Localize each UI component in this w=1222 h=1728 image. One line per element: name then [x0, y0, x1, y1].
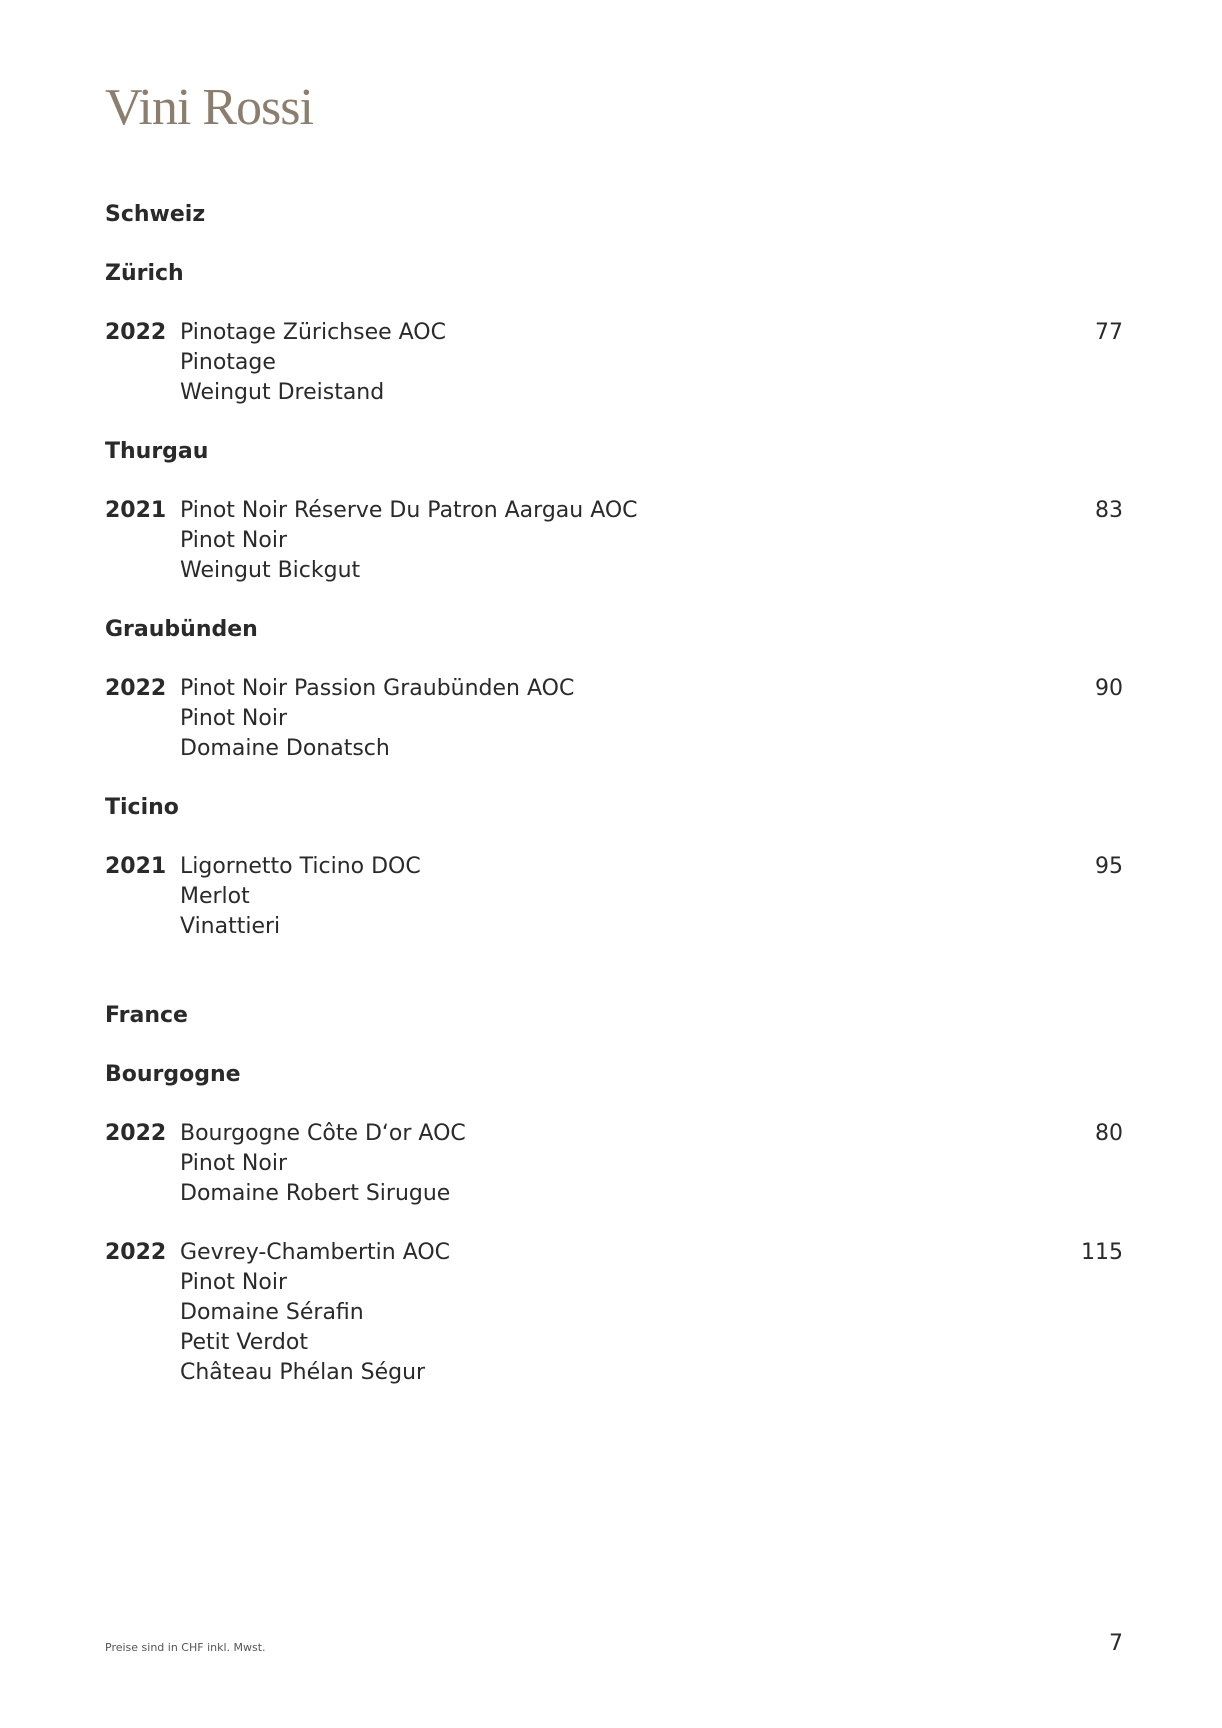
- wine-price: 95: [1095, 854, 1123, 879]
- wine-entry: [105, 1119, 1123, 1209]
- wine-grape: Pinot Noir: [180, 1270, 287, 1295]
- wine-price: 80: [1095, 1121, 1123, 1146]
- wine-name: Pinot Noir Passion Graubünden AOC: [180, 676, 575, 701]
- wine-year: 2022: [105, 320, 167, 345]
- wine-name: Bourgogne Côte D‘or AOC: [180, 1121, 466, 1146]
- wine-year: 2021: [105, 498, 167, 523]
- region-heading: Graubünden: [105, 617, 258, 642]
- wine-name: Pinot Noir Réserve Du Patron Aargau AOC: [180, 498, 638, 523]
- wine-entry: [105, 318, 1123, 408]
- wine-name: Gevrey-Chambertin AOC: [180, 1240, 451, 1265]
- price-note: Preise sind in CHF inkl. Mwst.: [105, 1641, 266, 1654]
- region-heading: Thurgau: [105, 439, 209, 464]
- wine-name: Pinotage Zürichsee AOC: [180, 320, 446, 345]
- wine-price: 90: [1095, 676, 1123, 701]
- wine-producer: Vinattieri: [180, 914, 281, 939]
- wine-price: 115: [1081, 1240, 1123, 1265]
- wine-price: 77: [1095, 320, 1123, 345]
- wine-year: 2022: [105, 1240, 167, 1265]
- wine-entry: [105, 496, 1123, 586]
- wine-grape: Pinot Noir: [180, 1151, 287, 1176]
- country-heading: France: [105, 1003, 188, 1028]
- wine-grape: Merlot: [180, 884, 250, 909]
- wine-price: 83: [1095, 498, 1123, 523]
- page-title: Vini Rossi: [105, 79, 313, 136]
- wine-year: 2022: [105, 676, 167, 701]
- wine-grape: Pinot Noir: [180, 528, 287, 553]
- wine-year: 2021: [105, 854, 167, 879]
- region-heading: Zürich: [105, 261, 184, 286]
- wine-grape: Petit Verdot: [180, 1330, 308, 1355]
- wine-name: Ligornetto Ticino DOC: [180, 854, 421, 879]
- wine-entry: [105, 674, 1123, 764]
- wine-producer: Château Phélan Ségur: [180, 1360, 426, 1385]
- wine-producer: Domaine Sérafin: [180, 1300, 364, 1325]
- wine-producer: Domaine Robert Sirugue: [180, 1181, 451, 1206]
- wine-entry: [105, 852, 1123, 942]
- wine-producer: Domaine Donatsch: [180, 736, 390, 761]
- wine-producer: Weingut Dreistand: [180, 380, 385, 405]
- page-number: 7: [1109, 1631, 1123, 1656]
- wine-producer: Weingut Bickgut: [180, 558, 361, 583]
- wine-grape: Pinot Noir: [180, 706, 287, 731]
- wine-year: 2022: [105, 1121, 167, 1146]
- region-heading: Ticino: [105, 795, 179, 820]
- wine-grape: Pinotage: [180, 350, 276, 375]
- wine-list: [105, 200, 1123, 1388]
- country-heading: Schweiz: [105, 202, 206, 227]
- menu-page: [105, 0, 1123, 1728]
- wine-entry: [105, 1238, 1123, 1388]
- region-heading: Bourgogne: [105, 1062, 241, 1087]
